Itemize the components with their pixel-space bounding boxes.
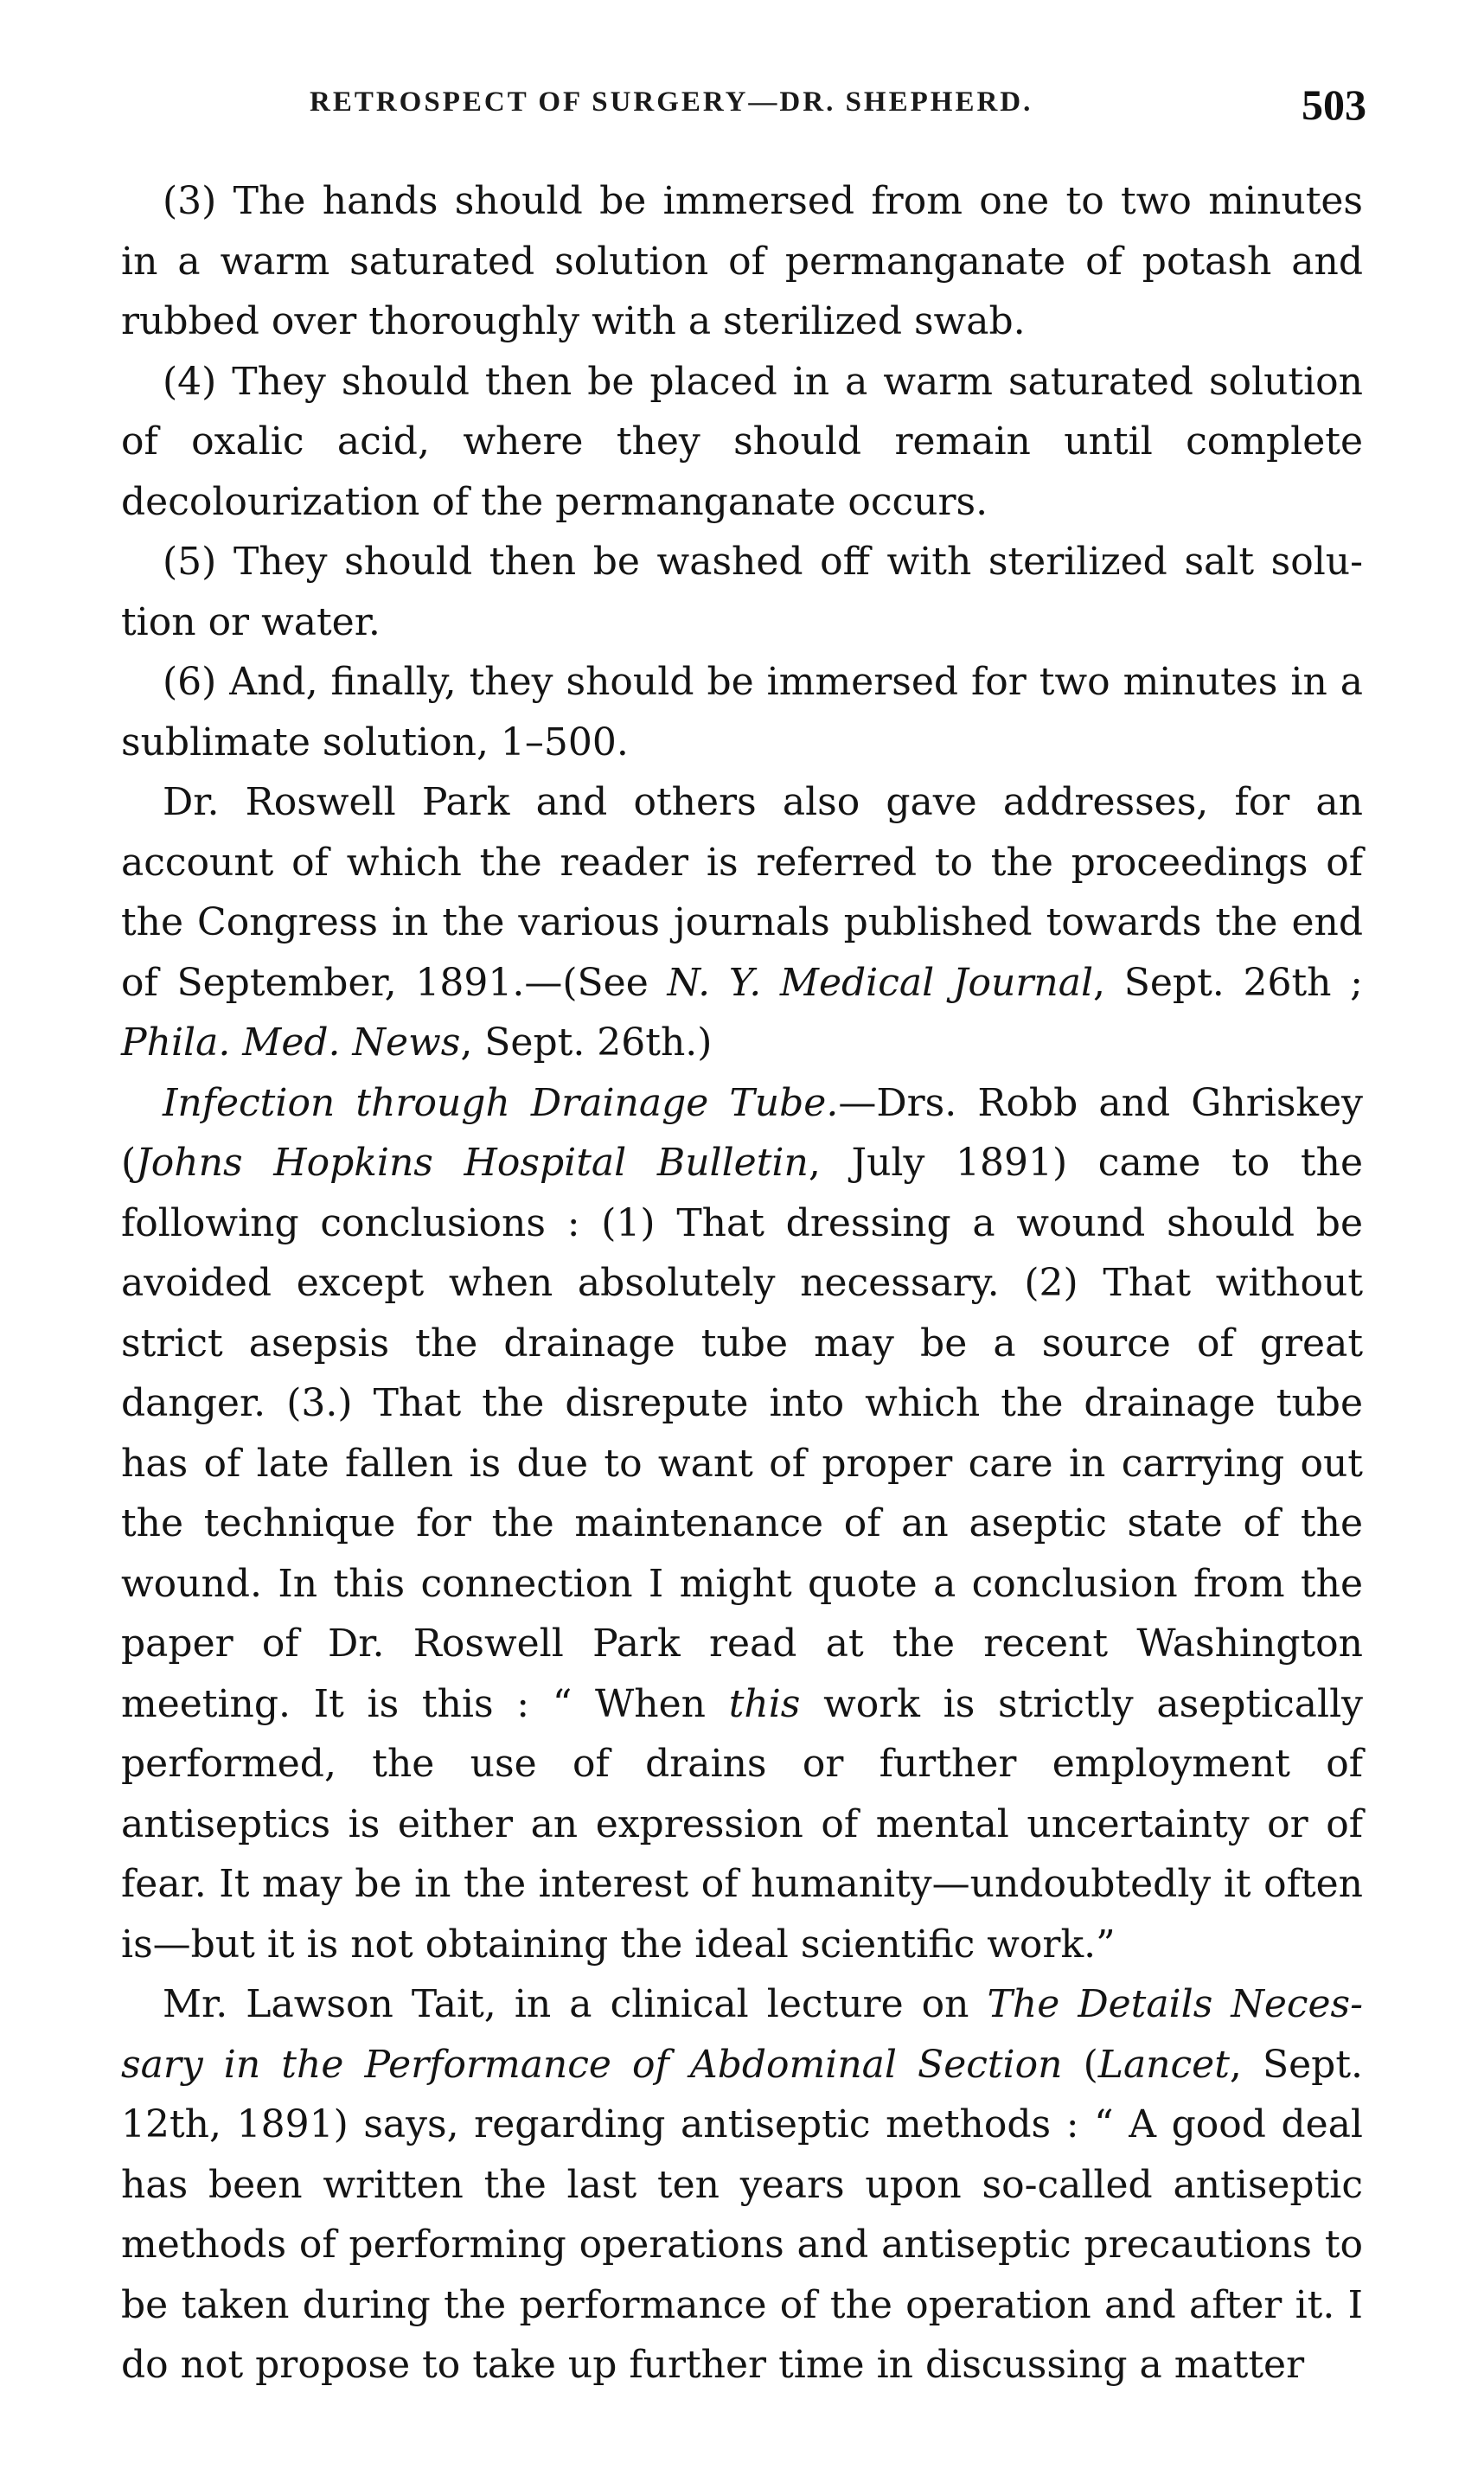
paragraph	[121, 772, 1363, 1073]
paragraph	[121, 652, 1363, 772]
italic-text-run: Infection through Drainage Tube.	[163, 1080, 839, 1125]
text-run: , Sept. 26th ;	[1093, 960, 1363, 1005]
text-run: (	[1062, 2042, 1098, 2087]
text-run: (5) They should then be washed off with sterilized salt solution or water.	[121, 540, 1363, 644]
text-run: work is strictly aseptically performed, the use of drains or further employment of antiseptics is either an expression of mental uncertainty or of fear. It may be in the interest of humanity—undoubtedly it often is—but it is not obtaining the ideal scientific work.”	[121, 1681, 1364, 1967]
text-run: , July 1891) came to the following conclusions : (1) That dressing a wound should be avoided except when absolutely necessary. (2) That without strict asepsis the drainage tube may be a source of great danger. (3.) That the disrepute into which the drainage tube has of late fallen is due to want of proper care in carrying out the technique for the maintenance of an aseptic state of the wound. In this connection I might quote a conclusion from the paper of Dr. Roswell Park read at the recent Washington meeting. It is this : “ When	[121, 1141, 1363, 1726]
paragraph	[121, 352, 1363, 533]
paragraph	[121, 1974, 1363, 2396]
text-run: (6) And, finally, they should be immersed for two minutes in a sublimate solution, 1–500.	[121, 660, 1363, 764]
paragraph	[121, 171, 1363, 352]
text-run: Mr. Lawson Tait, in a clinical lecture on	[163, 1982, 988, 2026]
running-head	[0, 80, 1484, 131]
paragraph	[121, 532, 1363, 652]
text-run: Dr. Roswell Park and others also gave addresses, for an account of which the reader is referred to the proceedings of the Congress in the various journals published towards the end of September, 1891.—(See	[121, 780, 1363, 1005]
page-number: 503	[1302, 80, 1366, 129]
paragraph	[121, 1073, 1363, 1975]
text-run: (3) The hands should be immersed from one to two minutes in a warm saturated solution of permanganate of potash and rubbed over thoroughly with a sterilized swab.	[121, 179, 1363, 343]
body-text	[121, 171, 1363, 2396]
italic-text-run: Johns Hopkins Hospital Bulletin	[136, 1141, 809, 1185]
italic-text-run: N. Y. Medical Journal	[667, 960, 1094, 1005]
text-run: (4) They should then be placed in a warm saturated solution of oxalic acid, where they should remain until complete decolourization of the permanganate occurs.	[121, 359, 1363, 524]
running-title: RETROSPECT OF SURGERY—DR. SHEPHERD.	[310, 86, 1033, 118]
italic-text-run: Phila. Med. News	[121, 1020, 461, 1065]
italic-text-run: Lancet	[1097, 2042, 1230, 2087]
text-run: , Sept. 26th.)	[460, 1020, 713, 1065]
italic-text-run: The Details Necessary in the Performance of Abdominal Section	[121, 1982, 1364, 2087]
text-run: , Sept. 12th, 1891) says, regarding antiseptic methods : “ A good deal has been written the last ten years upon so-called antiseptic methods of performing operations and antiseptic precautions to be taken during the performance of the operation and after it. I do not propose to take up further time in discussing a matter	[121, 2042, 1363, 2387]
italic-text-run: this	[728, 1681, 801, 1726]
text-run: —Drs. Robb and Ghriskey (	[121, 1080, 1363, 1185]
